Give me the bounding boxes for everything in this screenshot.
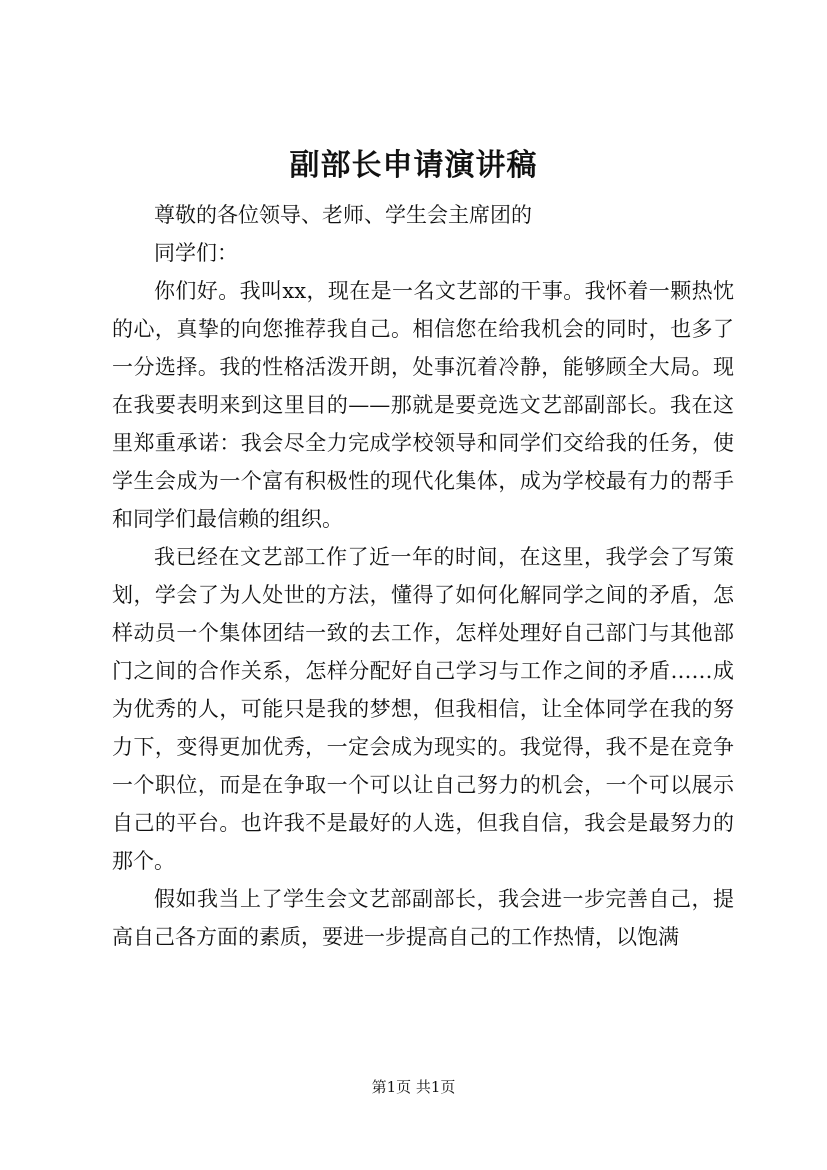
salutation: 尊敬的各位领导、老师、学生会主席团的 [154, 203, 532, 227]
paragraph: 假如我当上了学生会文艺部副部长，我会进一步完善自己，提高自己各方面的素质，要进一步提高自己的工作热情，以饱满 [112, 887, 734, 949]
addressee: 同学们： [154, 241, 238, 265]
paragraph: 你们好。我叫xx，现在是一名文艺部的干事。我怀着一颗热忱的心，真挚的向您推荐我自己。相信您在给我机会的同时，也多了一分选择。我的性格活泼开朗，处事沉着冷静，能够顾全大局。现在我要表明来到这里目的——那就是要竞选文艺部副部长。我在这里郑重承诺：我会尽全力完成学校领导和同学们交给我的任务，使学生会成为一个富有积极性的现代化集体，成为学校最有力的帮手和同学们最信赖的组织。 [112, 279, 734, 531]
paragraph: 我已经在文艺部工作了近一年的时间，在这里，我学会了写策划，学会了为人处世的方法，懂得了如何化解同学之间的矛盾，怎样动员一个集体团结一致的去工作，怎样处理好自己部门与其他部门之间的合作关系，怎样分配好自己学习与工作之间的矛盾……成为优秀的人，可能只是我的梦想，但我相信，让全体同学在我的努力下，变得更加优秀，一定会成为现实的。我觉得，我不是在竞争一个职位，而是在争取一个可以让自己努力的机会，一个可以展示自己的平台。也许我不是最好的人选，但我自信，我会是最努力的那个。 [112, 545, 734, 873]
document-title: 副部长申请演讲稿 [289, 148, 538, 183]
page-footer: 第1页 共1页 [371, 1078, 456, 1096]
document-body [112, 196, 734, 956]
